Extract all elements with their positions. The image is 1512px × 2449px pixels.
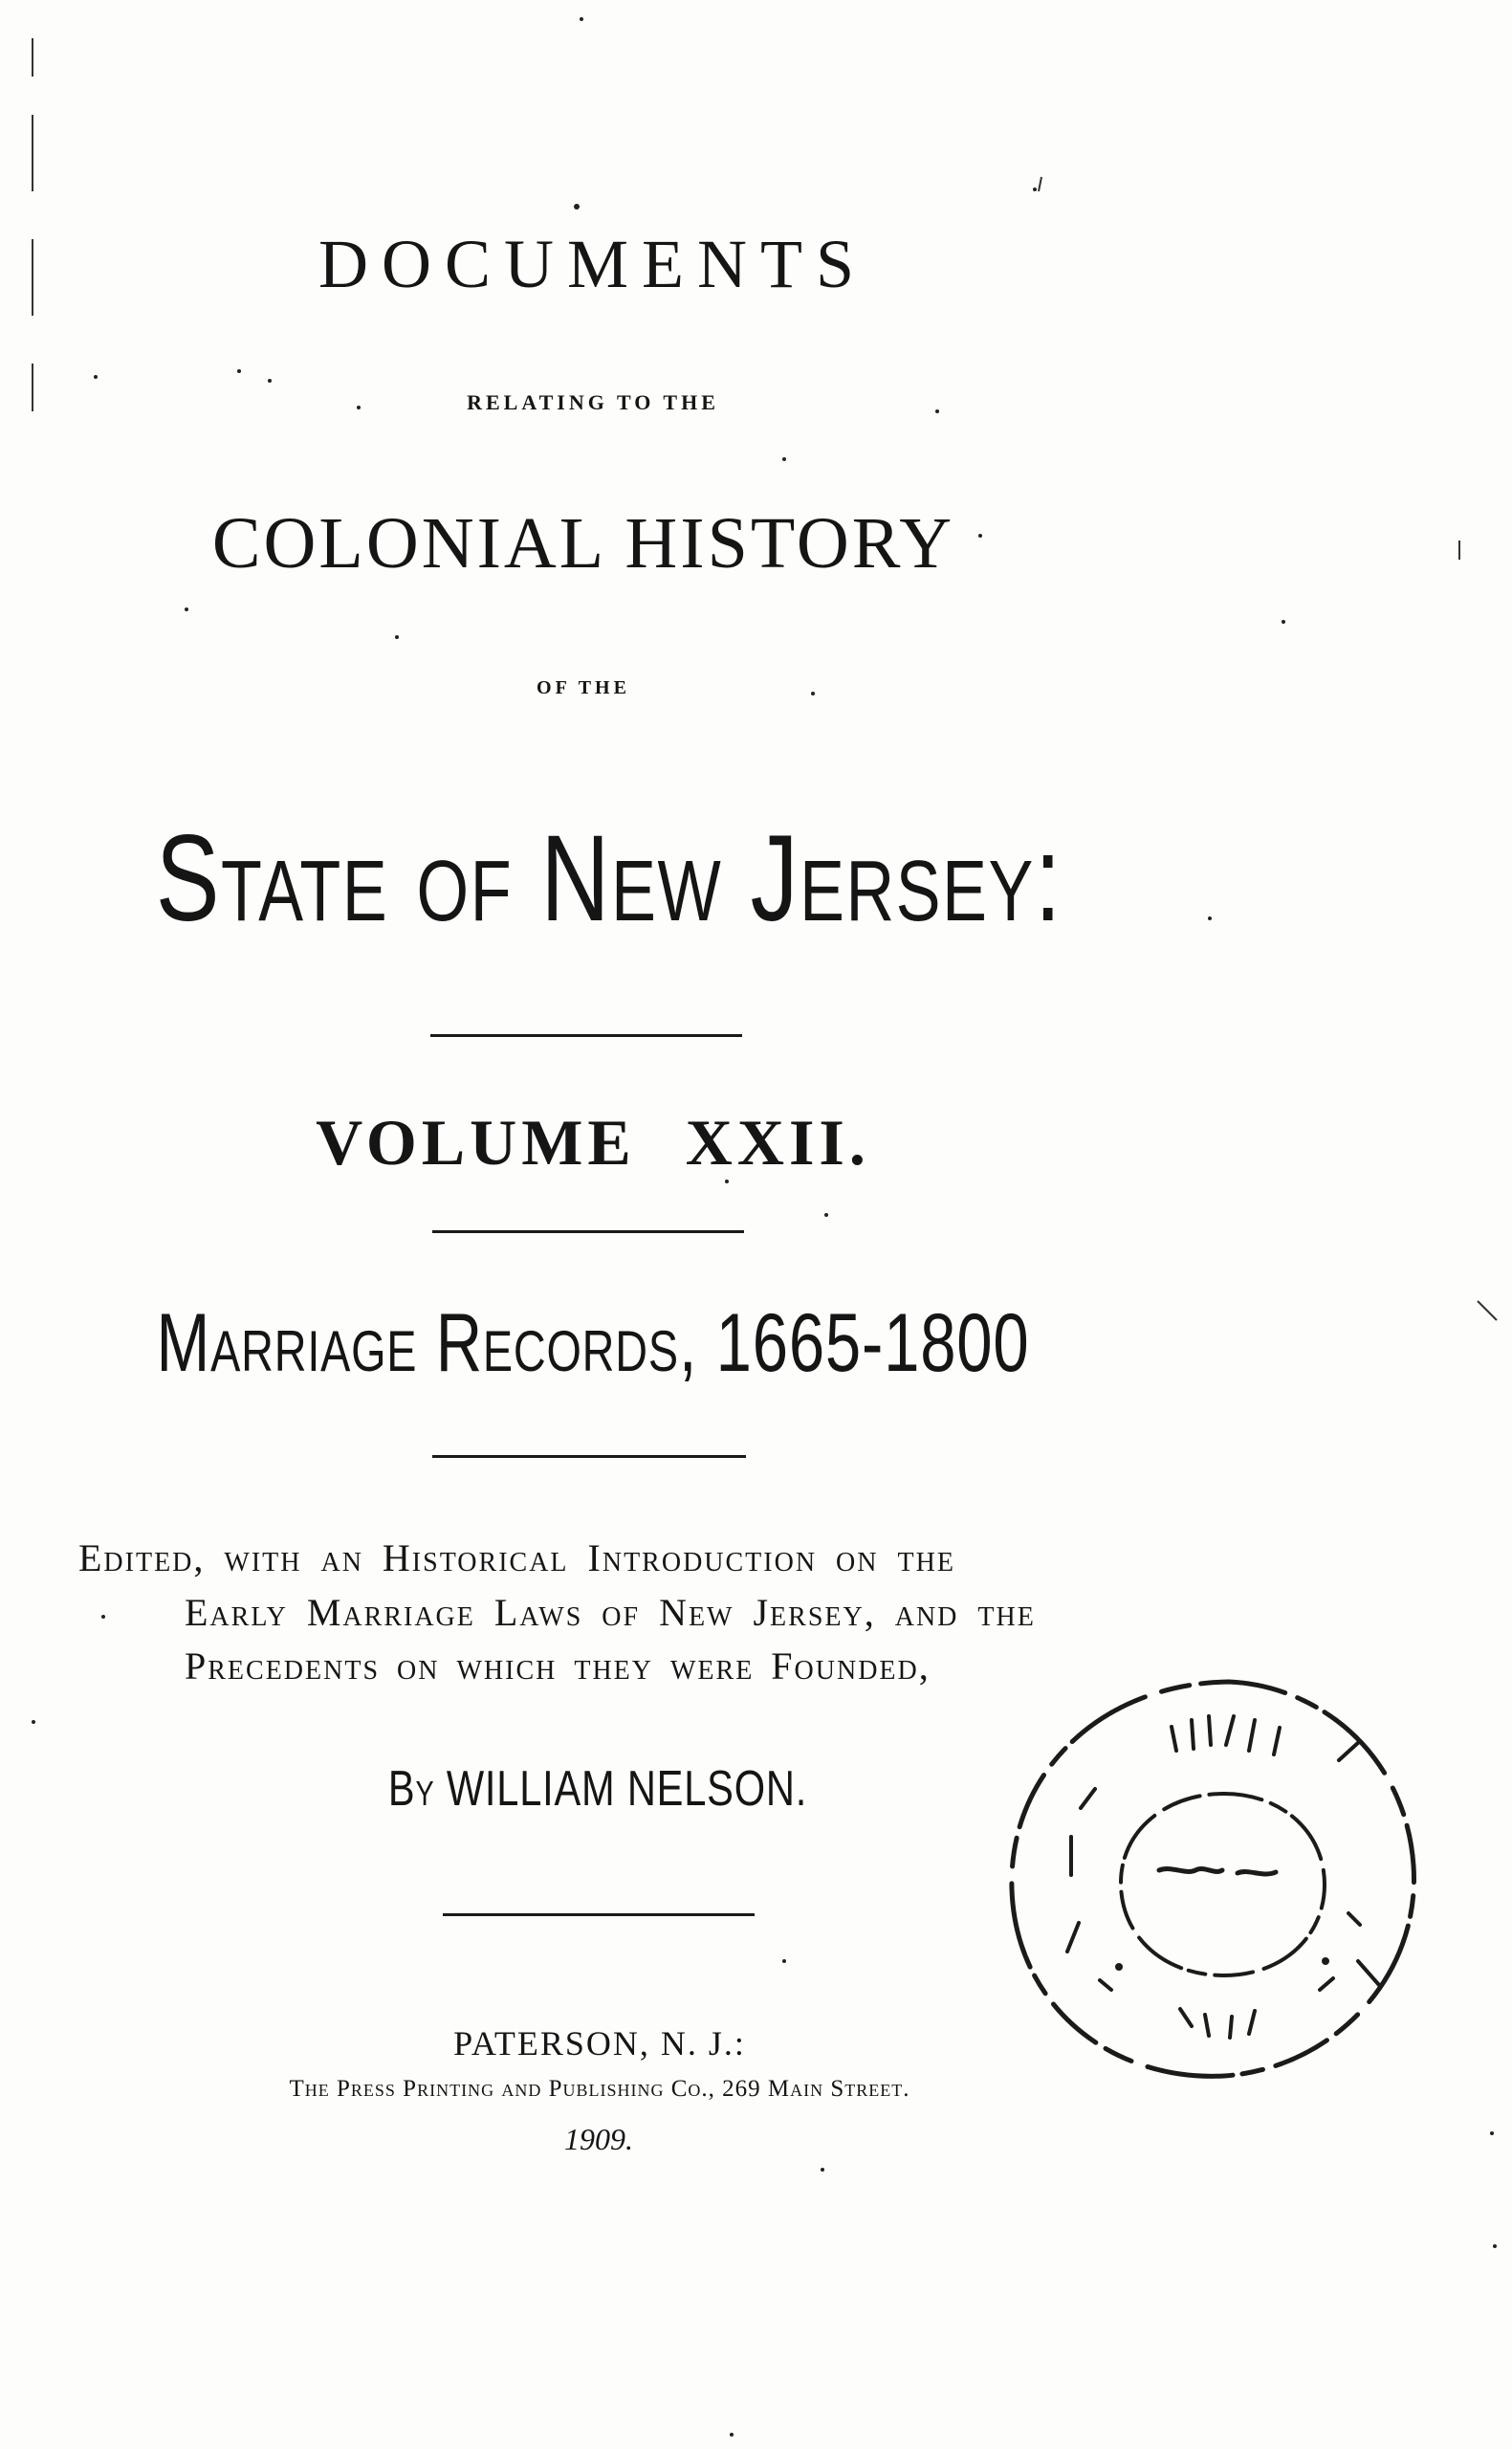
library-stamp-icon <box>1004 1674 1425 2085</box>
title-of-the: OF THE <box>537 677 630 698</box>
editor-note-line-3: Precedents on which they were Founded, <box>185 1644 931 1688</box>
title-colonial-history: COLONIAL HISTORY <box>211 503 955 584</box>
title-relating-to-the: RELATING TO THE <box>467 390 719 414</box>
rule-divider <box>443 1913 755 1916</box>
title-state-of-new-jersey: State of New Jersey: <box>155 810 1063 947</box>
imprint-place: PATERSON, N. J.: <box>453 2024 746 2063</box>
editor-note-line-1: Edited, with an Historical Introduction on the <box>78 1536 955 1579</box>
rule-divider <box>432 1230 744 1233</box>
rule-divider <box>432 1455 746 1458</box>
subtitle-marriage-records: Marriage Records, 1665-1800 <box>156 1297 1030 1389</box>
rule-divider <box>430 1034 742 1037</box>
imprint-printer: The Press Printing and Publishing Co., 269 Main Street. <box>289 2076 910 2102</box>
editor-note-line-2: Early Marriage Laws of New Jersey, and the <box>185 1591 1036 1634</box>
imprint-year: 1909. <box>564 2122 633 2156</box>
title-documents: DOCUMENTS <box>318 226 868 302</box>
volume-heading: VOLUME XXII. <box>316 1106 870 1179</box>
author-line: By WILLIAM NELSON. <box>387 1761 808 1817</box>
